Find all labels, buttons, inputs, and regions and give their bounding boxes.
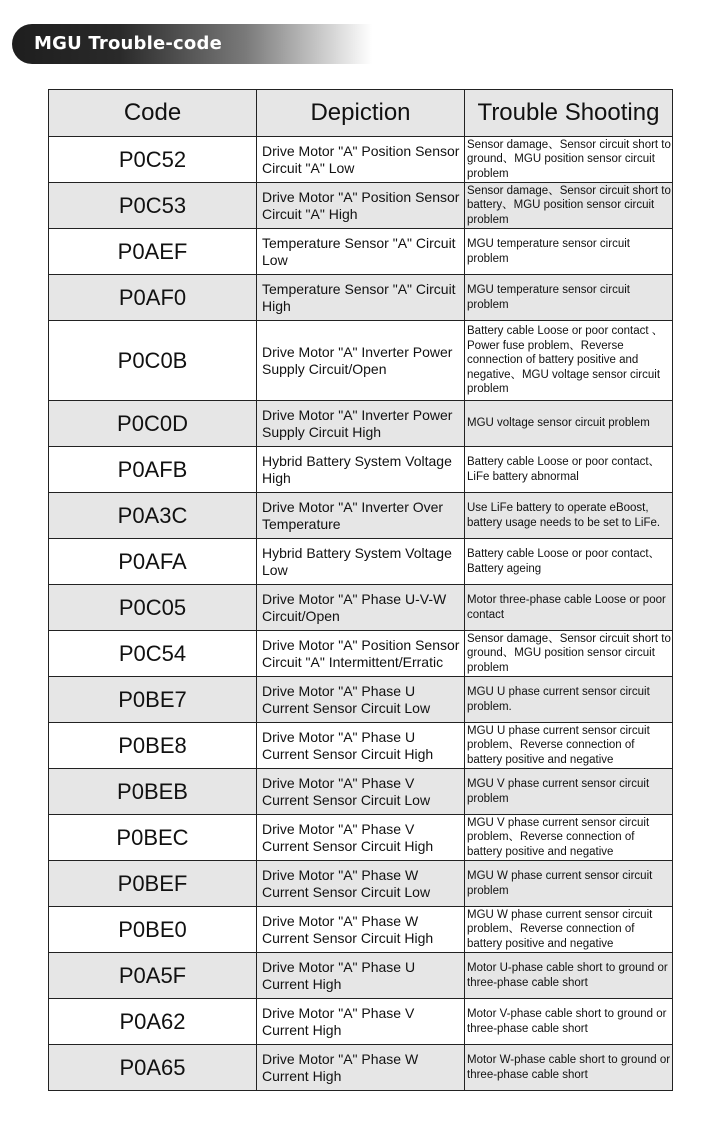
depiction-cell: Drive Motor "A" Phase W Current Sensor Circuit Low bbox=[257, 861, 465, 907]
table-row bbox=[49, 723, 673, 769]
code-cell: P0C54 bbox=[49, 631, 257, 677]
code-cell: P0C0D bbox=[49, 401, 257, 447]
code-cell: P0AF0 bbox=[49, 275, 257, 321]
trouble-shooting-cell: Use LiFe battery to operate eBoost, battery usage needs to be set to LiFe. bbox=[465, 493, 673, 539]
depiction-cell: Drive Motor "A" Phase V Current Sensor Circuit High bbox=[257, 815, 465, 861]
depiction-cell: Drive Motor "A" Inverter Power Supply Circuit High bbox=[257, 401, 465, 447]
trouble-shooting-cell: Motor V-phase cable short to ground or three-phase cable short bbox=[465, 999, 673, 1045]
depiction-cell: Drive Motor "A" Phase U-V-W Circuit/Open bbox=[257, 585, 465, 631]
trouble-shooting-cell: Sensor damage、Sensor circuit short to ground、MGU position sensor circuit problem bbox=[465, 631, 673, 677]
table-row bbox=[49, 401, 673, 447]
table-row bbox=[49, 815, 673, 861]
table-row bbox=[49, 183, 673, 229]
trouble-shooting-cell: MGU U phase current sensor circuit problem. bbox=[465, 677, 673, 723]
trouble-shooting-cell: Motor U-phase cable short to ground or three-phase cable short bbox=[465, 953, 673, 999]
code-cell: P0C0B bbox=[49, 321, 257, 401]
trouble-code-table bbox=[48, 89, 673, 1091]
code-cell: P0AFB bbox=[49, 447, 257, 493]
table-row bbox=[49, 447, 673, 493]
table-row bbox=[49, 1045, 673, 1091]
depiction-cell: Temperature Sensor "A" Circuit High bbox=[257, 275, 465, 321]
depiction-cell: Drive Motor "A" Inverter Power Supply Circuit/Open bbox=[257, 321, 465, 401]
table-header-row bbox=[49, 90, 673, 137]
depiction-cell: Hybrid Battery System Voltage High bbox=[257, 447, 465, 493]
table-row bbox=[49, 677, 673, 723]
depiction-cell: Drive Motor "A" Position Sensor Circuit "A" High bbox=[257, 183, 465, 229]
table-row bbox=[49, 907, 673, 953]
code-cell: P0BEF bbox=[49, 861, 257, 907]
depiction-cell: Drive Motor "A" Phase U Current Sensor Circuit High bbox=[257, 723, 465, 769]
trouble-shooting-cell: Sensor damage、Sensor circuit short to ground、MGU position sensor circuit problem bbox=[465, 137, 673, 183]
trouble-shooting-cell: Motor W-phase cable short to ground or three-phase cable short bbox=[465, 1045, 673, 1091]
trouble-shooting-cell: MGU U phase current sensor circuit problem、Reverse connection of battery positive and negative bbox=[465, 723, 673, 769]
column-header-depiction: Depiction bbox=[257, 90, 465, 137]
code-cell: P0A3C bbox=[49, 493, 257, 539]
code-cell: P0BE0 bbox=[49, 907, 257, 953]
code-cell: P0BE7 bbox=[49, 677, 257, 723]
table-row bbox=[49, 229, 673, 275]
code-cell: P0C05 bbox=[49, 585, 257, 631]
table-row bbox=[49, 769, 673, 815]
depiction-cell: Hybrid Battery System Voltage Low bbox=[257, 539, 465, 585]
table-row bbox=[49, 631, 673, 677]
code-cell: P0AEF bbox=[49, 229, 257, 275]
code-cell: P0A5F bbox=[49, 953, 257, 999]
page-title: MGU Trouble-code bbox=[34, 33, 222, 54]
depiction-cell: Temperature Sensor "A" Circuit Low bbox=[257, 229, 465, 275]
table-row bbox=[49, 539, 673, 585]
table-row bbox=[49, 585, 673, 631]
trouble-shooting-cell: Battery cable Loose or poor contact、LiFe battery abnormal bbox=[465, 447, 673, 493]
code-cell: P0A65 bbox=[49, 1045, 257, 1091]
trouble-shooting-cell: Battery cable Loose or poor contact、Battery ageing bbox=[465, 539, 673, 585]
table-row bbox=[49, 137, 673, 183]
table-row bbox=[49, 493, 673, 539]
trouble-shooting-cell: MGU W phase current sensor circuit problem、Reverse connection of battery positive and negative bbox=[465, 907, 673, 953]
code-cell: P0BEC bbox=[49, 815, 257, 861]
trouble-shooting-cell: MGU temperature sensor circuit problem bbox=[465, 229, 673, 275]
depiction-cell: Drive Motor "A" Phase W Current Sensor Circuit High bbox=[257, 907, 465, 953]
depiction-cell: Drive Motor "A" Phase U Current High bbox=[257, 953, 465, 999]
table-row bbox=[49, 321, 673, 401]
column-header-code: Code bbox=[49, 90, 257, 137]
code-cell: P0AFA bbox=[49, 539, 257, 585]
trouble-shooting-cell: Battery cable Loose or poor contact 、Power fuse problem、Reverse connection of battery positive and negative、MGU voltage sensor circuit problem bbox=[465, 321, 673, 401]
code-cell: P0C53 bbox=[49, 183, 257, 229]
trouble-shooting-cell: MGU W phase current sensor circuit problem bbox=[465, 861, 673, 907]
table-row bbox=[49, 275, 673, 321]
depiction-cell: Drive Motor "A" Position Sensor Circuit "A" Intermittent/Erratic bbox=[257, 631, 465, 677]
title-banner bbox=[12, 24, 372, 64]
code-cell: P0BE8 bbox=[49, 723, 257, 769]
trouble-shooting-cell: MGU V phase current sensor circuit problem bbox=[465, 769, 673, 815]
trouble-shooting-cell: Sensor damage、Sensor circuit short to battery、MGU position sensor circuit problem bbox=[465, 183, 673, 229]
depiction-cell: Drive Motor "A" Position Sensor Circuit "A" Low bbox=[257, 137, 465, 183]
code-cell: P0A62 bbox=[49, 999, 257, 1045]
depiction-cell: Drive Motor "A" Phase W Current High bbox=[257, 1045, 465, 1091]
column-header-trouble-shooting: Trouble Shooting bbox=[465, 90, 673, 137]
table-row bbox=[49, 953, 673, 999]
trouble-shooting-cell: Motor three-phase cable Loose or poor contact bbox=[465, 585, 673, 631]
depiction-cell: Drive Motor "A" Phase U Current Sensor Circuit Low bbox=[257, 677, 465, 723]
depiction-cell: Drive Motor "A" Phase V Current High bbox=[257, 999, 465, 1045]
depiction-cell: Drive Motor "A" Inverter Over Temperature bbox=[257, 493, 465, 539]
trouble-shooting-cell: MGU voltage sensor circuit problem bbox=[465, 401, 673, 447]
depiction-cell: Drive Motor "A" Phase V Current Sensor Circuit Low bbox=[257, 769, 465, 815]
table-row bbox=[49, 861, 673, 907]
trouble-shooting-cell: MGU temperature sensor circuit problem bbox=[465, 275, 673, 321]
code-cell: P0C52 bbox=[49, 137, 257, 183]
trouble-shooting-cell: MGU V phase current sensor circuit problem、Reverse connection of battery positive and negative bbox=[465, 815, 673, 861]
table-row bbox=[49, 999, 673, 1045]
code-cell: P0BEB bbox=[49, 769, 257, 815]
